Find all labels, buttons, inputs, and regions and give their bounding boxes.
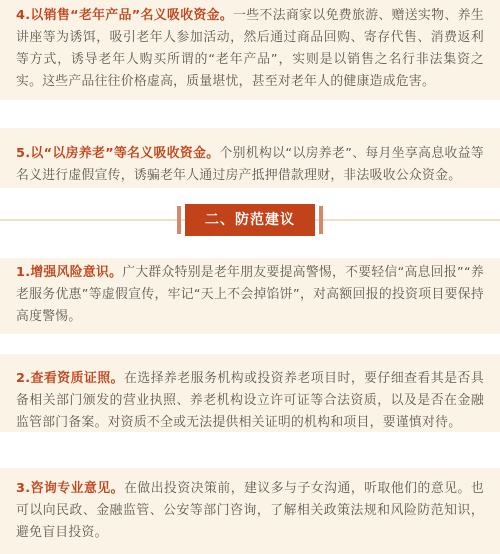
- risk-item-paragraph: [16, 143, 484, 187]
- risk-item-card-4: [0, 0, 500, 100]
- risk-item-heading: 4.以销售“老年产品”名义吸收资金。: [16, 8, 234, 23]
- section-divider: [0, 204, 500, 236]
- tip-heading: 3.咨询专业意见。: [16, 481, 125, 496]
- tip-card-3: [0, 468, 500, 554]
- tip-card-1: [0, 258, 500, 334]
- tip-body: 广大群众特别是老年朋友要提高警惕，不要轻信“高息回报”“养老服务优惠”等虚假宣传，牢记“天上不会掉馅饼”，对高额回报的投资项目要保持高度警惕。: [16, 265, 485, 324]
- tip-card-2: [0, 354, 500, 432]
- risk-item-heading: 5.以“以房养老”等名义吸收资金。: [16, 146, 220, 161]
- tip-heading: 1.增强风险意识。: [16, 265, 123, 280]
- tip-body: 在选择养老服务机构或投资养老项目时，要仔细查看其是否具备相关部门颁发的营业执照、养老机构设立许可证等合法资质，以及是否在金融监管部门备案。对资质不全或无法提供相关证明的机构和项目，要谨慎对待。: [16, 371, 484, 430]
- banner-right-notch: [319, 206, 323, 234]
- section-title: 二、防范建议: [185, 204, 315, 236]
- tip-paragraph: [16, 478, 484, 544]
- risk-item-body: 一些不法商家以免费旅游、赠送实物、养生讲座等为诱饵，吸引老年人参加活动，然后通过商品回购、寄存代售、消费返利等方式，诱导老年人购买所谓的“老年产品”，实则是以销售之名行非法集资之实。这些产品往往价格虚高，质量堪忧，甚至对老年人的健康造成危害。: [16, 8, 484, 89]
- risk-item-body: 个别机构以“以房养老”、每月坐享高息收益等名义进行虚假宣传，诱骗老年人通过房产抵押借款理财，非法吸收公众资金。: [16, 146, 485, 183]
- tip-paragraph: [16, 262, 484, 328]
- risk-item-card-5: [0, 128, 500, 188]
- banner-left-notch: [177, 206, 181, 234]
- tip-paragraph: [16, 368, 484, 434]
- tip-heading: 2.查看资质证照。: [16, 371, 125, 386]
- tip-body: 在做出投资决策前，建议多与子女沟通，听取他们的意见。也可以向民政、金融监管、公安等部门咨询，了解相关政策法规和风险防范知识，避免盲目投资。: [16, 481, 484, 540]
- risk-item-paragraph: [16, 5, 484, 93]
